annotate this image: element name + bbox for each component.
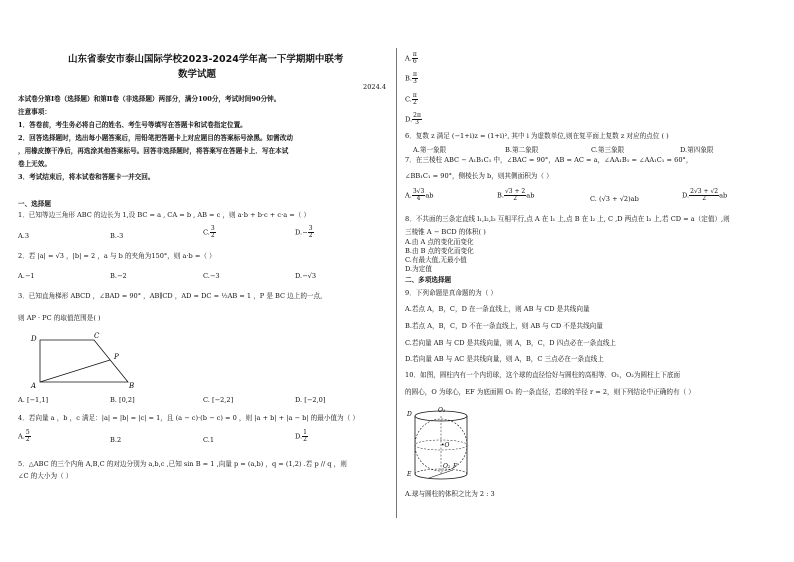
q3-option-a: A. [−1,1] xyxy=(18,396,49,404)
q6-stem: 6．复数 z 满足 (−1+i)z = (1+i)², 其中 i 为虚数单位,则在复平面上复数 z 对应的点位 ( ) xyxy=(405,132,669,140)
q5-b-fraction: $\frac{\pi}{3}$ xyxy=(412,71,417,85)
q5-d-fraction: $\frac{2\pi}{3}$ xyxy=(413,112,421,126)
q5-c-fraction: $\frac{\pi}{2}$ xyxy=(412,92,417,106)
q6-option-d: D.第四象限 xyxy=(680,146,714,154)
q6-option-c: C.第三象限 xyxy=(591,146,625,154)
q1-option-b: B.-3 xyxy=(110,232,124,240)
diameter-ef xyxy=(429,470,453,478)
q9-option-d: D.若向量 AB 与 AC 是共线向量，则 A，B，C 三点必在一条直线上 xyxy=(405,355,604,363)
q8-stem: 8．不共面的三条定直线 l₁,l₂,l₃ 互相平行,点 A 在 l₁ 上,点 B 在 l₂ 上, C ,D 两点在 l₃ 上,若 CD = a（定值）,则 xyxy=(405,215,730,223)
q2-option-d: D.−√3 xyxy=(295,272,317,280)
fig-label-e: E xyxy=(407,471,412,478)
q1-d-fraction: $\frac{3}{2}$ xyxy=(308,225,313,239)
q7-a-fraction: $\frac{3√3}{4}$ xyxy=(412,188,425,202)
label-d: D xyxy=(31,335,37,343)
q3-option-c: C. [−2,2] xyxy=(203,396,234,404)
intro-line: 本试卷分第Ⅰ卷（选择题）和第Ⅱ卷（非选择题）两部分，满分100分，考试时间90分钟。 xyxy=(18,95,281,103)
q10-stem-2: 的圆心，O 为球心，EF 为底面圆 O₁ 的一条直径，若球的半径 r = 2，则下列结论中正确的有（ ） xyxy=(405,388,695,396)
q4-option-d: D. $\frac{1}{2}$ xyxy=(295,429,307,443)
q10-stem: 10．如图，圆柱内有一个内切球，这个球的直径恰好与圆柱的高相等．O₁，O₂为圆柱上下底面 xyxy=(405,371,681,379)
q2-option-a: A.−1 xyxy=(18,272,35,280)
exam-date: 2024.4 xyxy=(363,83,387,91)
q8-stem-2: 三棱锥 A − BCD 的体积( ) xyxy=(405,228,486,236)
section-choice: 一、选择题 xyxy=(18,200,51,208)
q7-option-c: C. (√3 + √2)ab xyxy=(590,195,639,203)
q1-c-fraction: $\frac{3}{2}$ xyxy=(210,225,215,239)
q4-option-c: C.1 xyxy=(203,436,215,444)
q9-stem: 9．下列命题是真命题的为（ ） xyxy=(405,289,498,297)
q7-b-fraction: $\frac{√3 + 2}{2}$ xyxy=(504,188,526,202)
notice-3: 3．考试结束后，将本试卷和答题卡一并交回。 xyxy=(18,173,155,181)
q1-option-d: D.− $\frac{3}{2}$ xyxy=(295,225,313,239)
notice-title: 注意事项： xyxy=(18,108,51,116)
q4-stem: 4．若向量 a ，b ，c 满足：|a| = |b| = |c| = 1，且 (a − c)·(b − c) = 0 ，则 |a + b| + |a − b| 的最小值为（ ） xyxy=(18,414,359,422)
q1-stem: 1．已知等边三角形 ABC 的边长为 1,设 BC = a , CA = b , AB = c ，则 a·b + b·c + c·a =（ ） xyxy=(18,211,311,219)
q5-option-a: A. $\frac{\pi}{6}$ xyxy=(405,51,417,65)
q3-option-d: D. [−2,0] xyxy=(295,396,326,404)
q7-stem-2: ∠BB₁C₁ = 90°，侧棱长为 b，则其侧面积为（ ） xyxy=(405,172,553,180)
exam-subtitle: 数学试题 xyxy=(178,69,217,80)
q6-option-a: A.第一象限 xyxy=(413,146,447,154)
q10-option-a: A.球与圆柱的体积之比为 2 : 3 xyxy=(405,490,495,498)
q7-option-d: D. $\frac{2√3 + √2}{2}$ ab xyxy=(682,188,728,202)
q4-option-b: B.2 xyxy=(110,436,122,444)
q4-a-fraction: $\frac{5}{2}$ xyxy=(25,429,30,443)
cylinder-sphere-figure xyxy=(405,404,485,486)
fig-label-o: •O xyxy=(441,442,450,449)
q3-stem: 3．已知直角梯形 ABCD ，∠BAD = 90° ，AB∥CD ，AD = DC = ½AB = 1 ，P 是 BC 边上的一点, xyxy=(18,292,323,300)
q8-option-b: B.由 B 点的变化而变化 xyxy=(405,247,474,255)
label-a: A xyxy=(31,382,37,390)
label-c: C xyxy=(94,332,100,340)
fig-label-d: D xyxy=(407,411,412,418)
fig-label-o1: O₁ xyxy=(438,407,446,414)
segment-ap xyxy=(40,360,110,382)
section-multi: 二、多项选择题 xyxy=(405,276,452,284)
notice-1: 1．答卷前，考生务必将自己的姓名、考生号等填写在答题卡和试卷指定位置。 xyxy=(18,121,247,129)
q2-option-c: C.−3 xyxy=(203,272,220,280)
fig-label-o2: O₂ xyxy=(443,463,451,470)
q5-a-fraction: $\frac{\pi}{6}$ xyxy=(412,51,417,65)
q7-stem: 7．在三棱柱 ABC − A₁B₁C₁ 中，∠BAC = 90°，AB = AC = a，∠AA₁B₁ = ∠AA₁C₁ = 60°， xyxy=(405,156,693,164)
q5-stem: 5．△ABC 的三个内角 A,B,C 的对边分别为 a,b,c ,已知 sin B = 1 ,向量 p = (a,b) ，q = (1,2) .若 p // q ，则 xyxy=(18,460,347,468)
cylinder-bottom-front xyxy=(415,474,467,479)
q9-option-b: B.若点 A，B，C，D 不在一条直线上，则 AB 与 CD 不是共线向量 xyxy=(405,322,603,330)
q4-d-fraction: $\frac{1}{2}$ xyxy=(303,429,307,443)
q5-option-d: D. $\frac{2\pi}{3}$ xyxy=(405,112,421,126)
q4-option-a: A. $\frac{5}{2}$ xyxy=(18,429,30,443)
q8-option-a: A.由 A 点的变化而变化 xyxy=(405,238,474,246)
exam-title: 山东省泰安市泰山国际学校2023-2024学年高一下学期期中联考 xyxy=(68,54,344,65)
trapezoid-figure xyxy=(26,330,156,392)
trapezoid-shape xyxy=(40,340,128,382)
q5-option-b: B. $\frac{\pi}{3}$ xyxy=(405,71,417,85)
q3-option-b: B. [0,2] xyxy=(110,396,135,404)
q7-d-fraction: $\frac{2√3 + √2}{2}$ xyxy=(690,188,719,202)
q9-option-c: C.若向量 AB 与 CD 是共线向量，则 A，B，C，D 四点必在一条直线上 xyxy=(405,339,617,347)
q8-option-c: C.有最大值,无最小值 xyxy=(405,256,467,264)
q7-option-b: B. $\frac{√3 + 2}{2}$ ab xyxy=(497,188,535,202)
q1-option-c: C. $\frac{3}{2}$ xyxy=(203,225,215,239)
fig-label-f: F xyxy=(453,463,458,470)
q5-stem-2: ∠C 的大小为（ ） xyxy=(18,472,73,480)
q2-option-b: B.−2 xyxy=(110,272,127,280)
q6-option-b: B.第二象限 xyxy=(505,146,539,154)
notice-2c: 卷上无效。 xyxy=(18,160,51,168)
q9-option-a: A.若点 A，B，C，D 在一条直线上，则 AB 与 CD 是共线向量 xyxy=(405,305,590,313)
q2-stem: 2．若 |a| = √3 ，|b| = 2 ，a 与 b 的夹角为150°，则 a·b =（ ） xyxy=(18,252,216,260)
q5-option-c: C. $\frac{\pi}{2}$ xyxy=(405,92,417,106)
notice-2b: ，用橡皮擦干净后，再选涂其他答案标号。回答非选择题时，将答案写在答题卡上．写在本试 xyxy=(18,147,289,155)
q8-option-d: D.为定值 xyxy=(405,265,432,273)
notice-2a: 2．回答选择题时，选出每小题答案后，用铅笔把答题卡上对应题目的答案标号涂黑。如需改动 xyxy=(18,134,293,142)
q1-option-a: A.3 xyxy=(18,232,30,240)
label-p: P xyxy=(114,353,119,361)
column-divider xyxy=(396,48,397,518)
q7-option-a: A. $\frac{3√3}{4}$ ab xyxy=(405,188,434,202)
q3-stem-2: 则 AP · PC 的取值范围是( ) xyxy=(18,314,101,322)
label-b: B xyxy=(129,382,135,390)
